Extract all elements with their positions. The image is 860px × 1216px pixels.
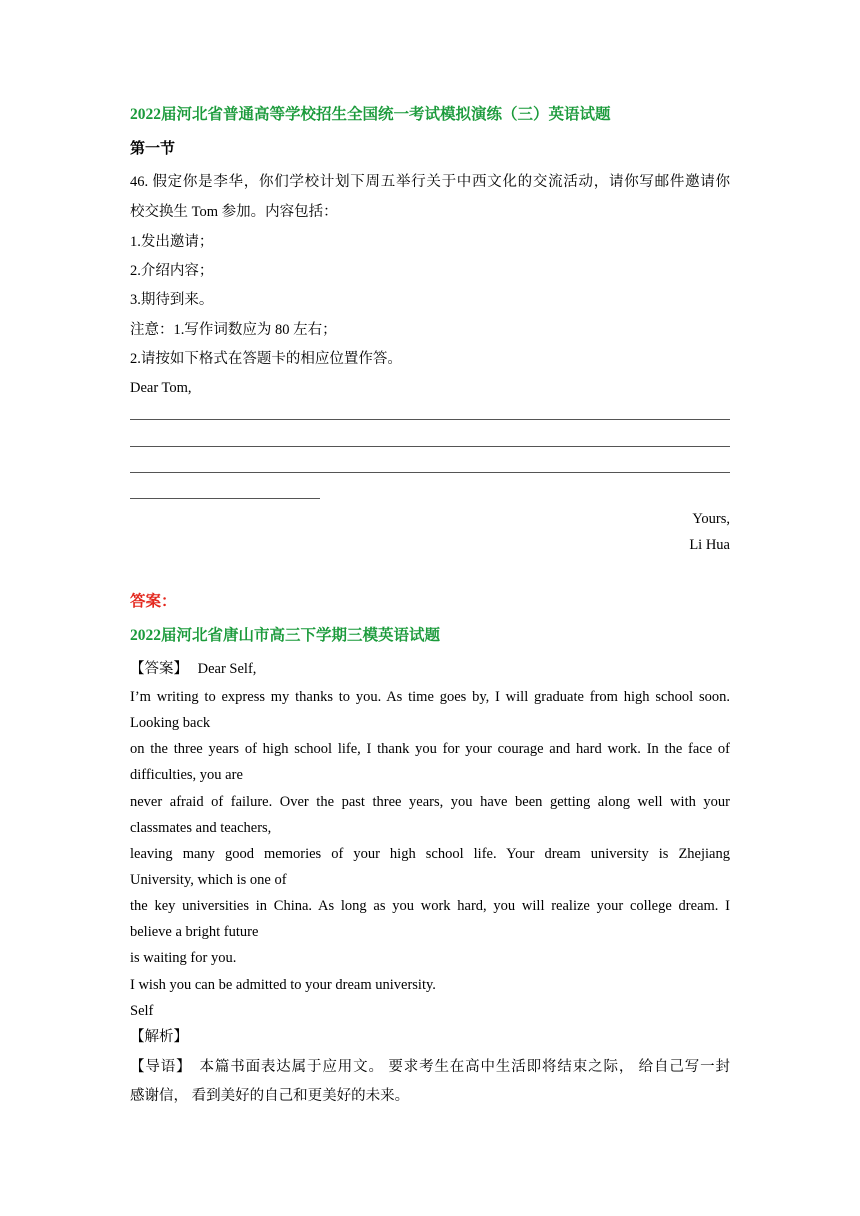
guide-text: 本篇书面表达属于应用文。 要求考生在高中生活即将结束之际， 给自己写一封: [199, 1059, 731, 1075]
requirement-item: 2.介绍内容；: [130, 263, 214, 279]
answer-blank-line: [130, 446, 730, 447]
question-line-1: 46. 假定你是李华，你们学校计划下周五举行关于中西文化的交流活动，请你写邮件邀请你: [130, 174, 730, 190]
section-heading: 第一节: [130, 141, 176, 157]
answer-text-line: Looking back: [130, 715, 211, 731]
answer-text-line: classmates and teachers,: [130, 820, 272, 836]
answer-signature: Self: [130, 1003, 154, 1019]
answer-text-line: the key universities in China. As long as you work hard, you will realize your college dream. I: [130, 898, 730, 914]
answer-blank-line: [130, 472, 730, 473]
guide-line-1: [130, 1058, 730, 1076]
answer-tag: 【答案】: [130, 661, 188, 677]
question-line-2: 校交换生 Tom 参加。内容包括：: [130, 204, 338, 220]
analysis-tag: 【解析】: [130, 1029, 188, 1045]
requirement-item: 3.期待到来。: [130, 292, 214, 308]
letter-signature: Li Hua: [689, 537, 730, 553]
answer-text-line: is waiting for you.: [130, 950, 237, 966]
note-line-2: 2.请按如下格式在答题卡的相应位置作答。: [130, 351, 402, 367]
answer-text-line: never afraid of failure. Over the past three years, you have been getting along well with your: [130, 794, 730, 810]
answer-text-line: University, which is one of: [130, 872, 287, 888]
exam-title: 2022届河北省普通高等学校招生全国统一考试模拟演练（三）英语试题: [130, 106, 611, 123]
answer-text-line: difficulties, you are: [130, 767, 243, 783]
answer-label: 答案：: [130, 593, 177, 610]
answer-text-line: I wish you can be admitted to your dream university.: [130, 977, 436, 993]
answer-source-title: 2022届河北省唐山市高三下学期三模英语试题: [130, 627, 441, 644]
letter-greeting: Dear Tom,: [130, 380, 192, 396]
guide-line-2: 感谢信， 看到美好的自己和更美好的未来。: [130, 1088, 410, 1104]
answer-greeting: Dear Self,: [197, 661, 257, 677]
answer-text-line: on the three years of high school life, I thank you for your courage and hard work. In the face of: [130, 741, 730, 757]
letter-closing: Yours,: [692, 511, 730, 527]
answer-blank-line: [130, 498, 320, 499]
answer-text-line: leaving many good memories of your high school life. Your dream university is Zhejiang: [130, 846, 730, 862]
answer-text-line: I’m writing to express my thanks to you. As time goes by, I will graduate from high school soon.: [130, 689, 730, 705]
answer-text-line: believe a bright future: [130, 924, 259, 940]
answer-first-line: [130, 660, 730, 678]
requirement-item: 1.发出邀请；: [130, 234, 214, 250]
answer-blank-line: [130, 419, 730, 420]
guide-tag: 【导语】: [130, 1059, 192, 1075]
note-line-1: 注意：1.写作词数应为 80 左右；: [130, 322, 337, 338]
